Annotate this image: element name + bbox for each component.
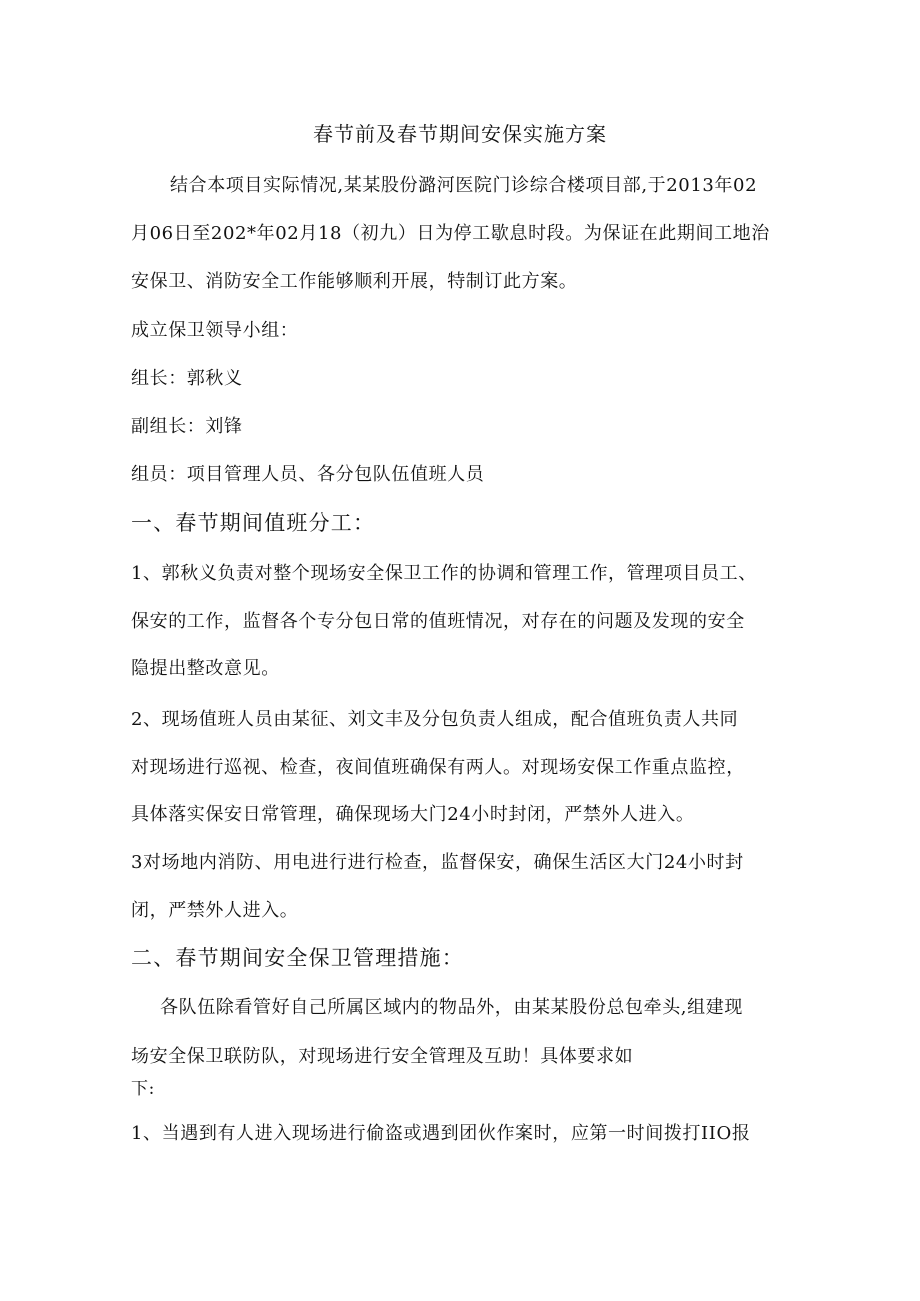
intro-line-1: 结合本项目实际情况,某某股份潞河医院门诊综合楼项目部,于2013年02 (170, 175, 758, 196)
section-1-line-1: 1、郭秋义负责对整个现场安全保卫工作的协调和管理工作，管理项目员工、 (131, 563, 757, 584)
deputy-leader-line: 副组长：刘锋 (131, 416, 243, 437)
section-2-line-3: 下: (131, 1079, 155, 1099)
section-1-line-5: 对现场进行巡视、检查，夜间值班确保有两人。对现场安保工作重点监控， (131, 757, 745, 778)
members-line: 组员：项目管理人员、各分包队伍值班人员 (131, 464, 485, 485)
section-1-line-8: 闭，严禁外人进入。 (131, 900, 299, 921)
document-title: 春节前及春节期间安保实施方案 (313, 122, 607, 146)
section-1-line-4: 2、现场值班人员由某征、刘文丰及分包负责人组成，配合值班负责人共同 (131, 709, 739, 730)
intro-line-2: 月06日至202*年02月18（初九）日为停工歇息时段。为保证在此期间工地治 (131, 223, 770, 244)
section-1-line-6: 具体落实保安日常管理，确保现场大门24小时封闭，严禁外人进入。 (131, 804, 695, 825)
section-2-heading: 二、春节期间安全保卫管理措施： (131, 946, 464, 970)
section-1-line-3: 隐提出整改意见。 (131, 658, 280, 679)
section-2-line-1: 各队伍除看管好自己所属区域内的物品外，由某某股份总包牵头,组建现 (160, 997, 743, 1018)
section-1-heading: 一、春节期间值班分工： (131, 511, 376, 535)
intro-line-3: 安保卫、消防安全工作能够顺利开展，特制订此方案。 (131, 271, 578, 292)
section-2-line-2: 场安全保卫联防队，对现场进行安全管理及互助！具体要求如 (131, 1046, 634, 1067)
leader-line: 组长：郭秋义 (131, 368, 243, 389)
leadership-heading: 成立保卫领导小组： (131, 320, 299, 341)
section-1-line-2: 保安的工作，监督各个专分包日常的值班情况，对存在的问题及发现的安全 (131, 611, 745, 632)
section-2-line-4: 1、当遇到有人进入现场进行偷盗或遇到团伙作案时，应第一时间拨打IIO报 (131, 1123, 751, 1144)
section-1-line-7: 3对场地内消防、用电进行进行检查，监督保安，确保生活区大门24小时封 (131, 852, 744, 873)
